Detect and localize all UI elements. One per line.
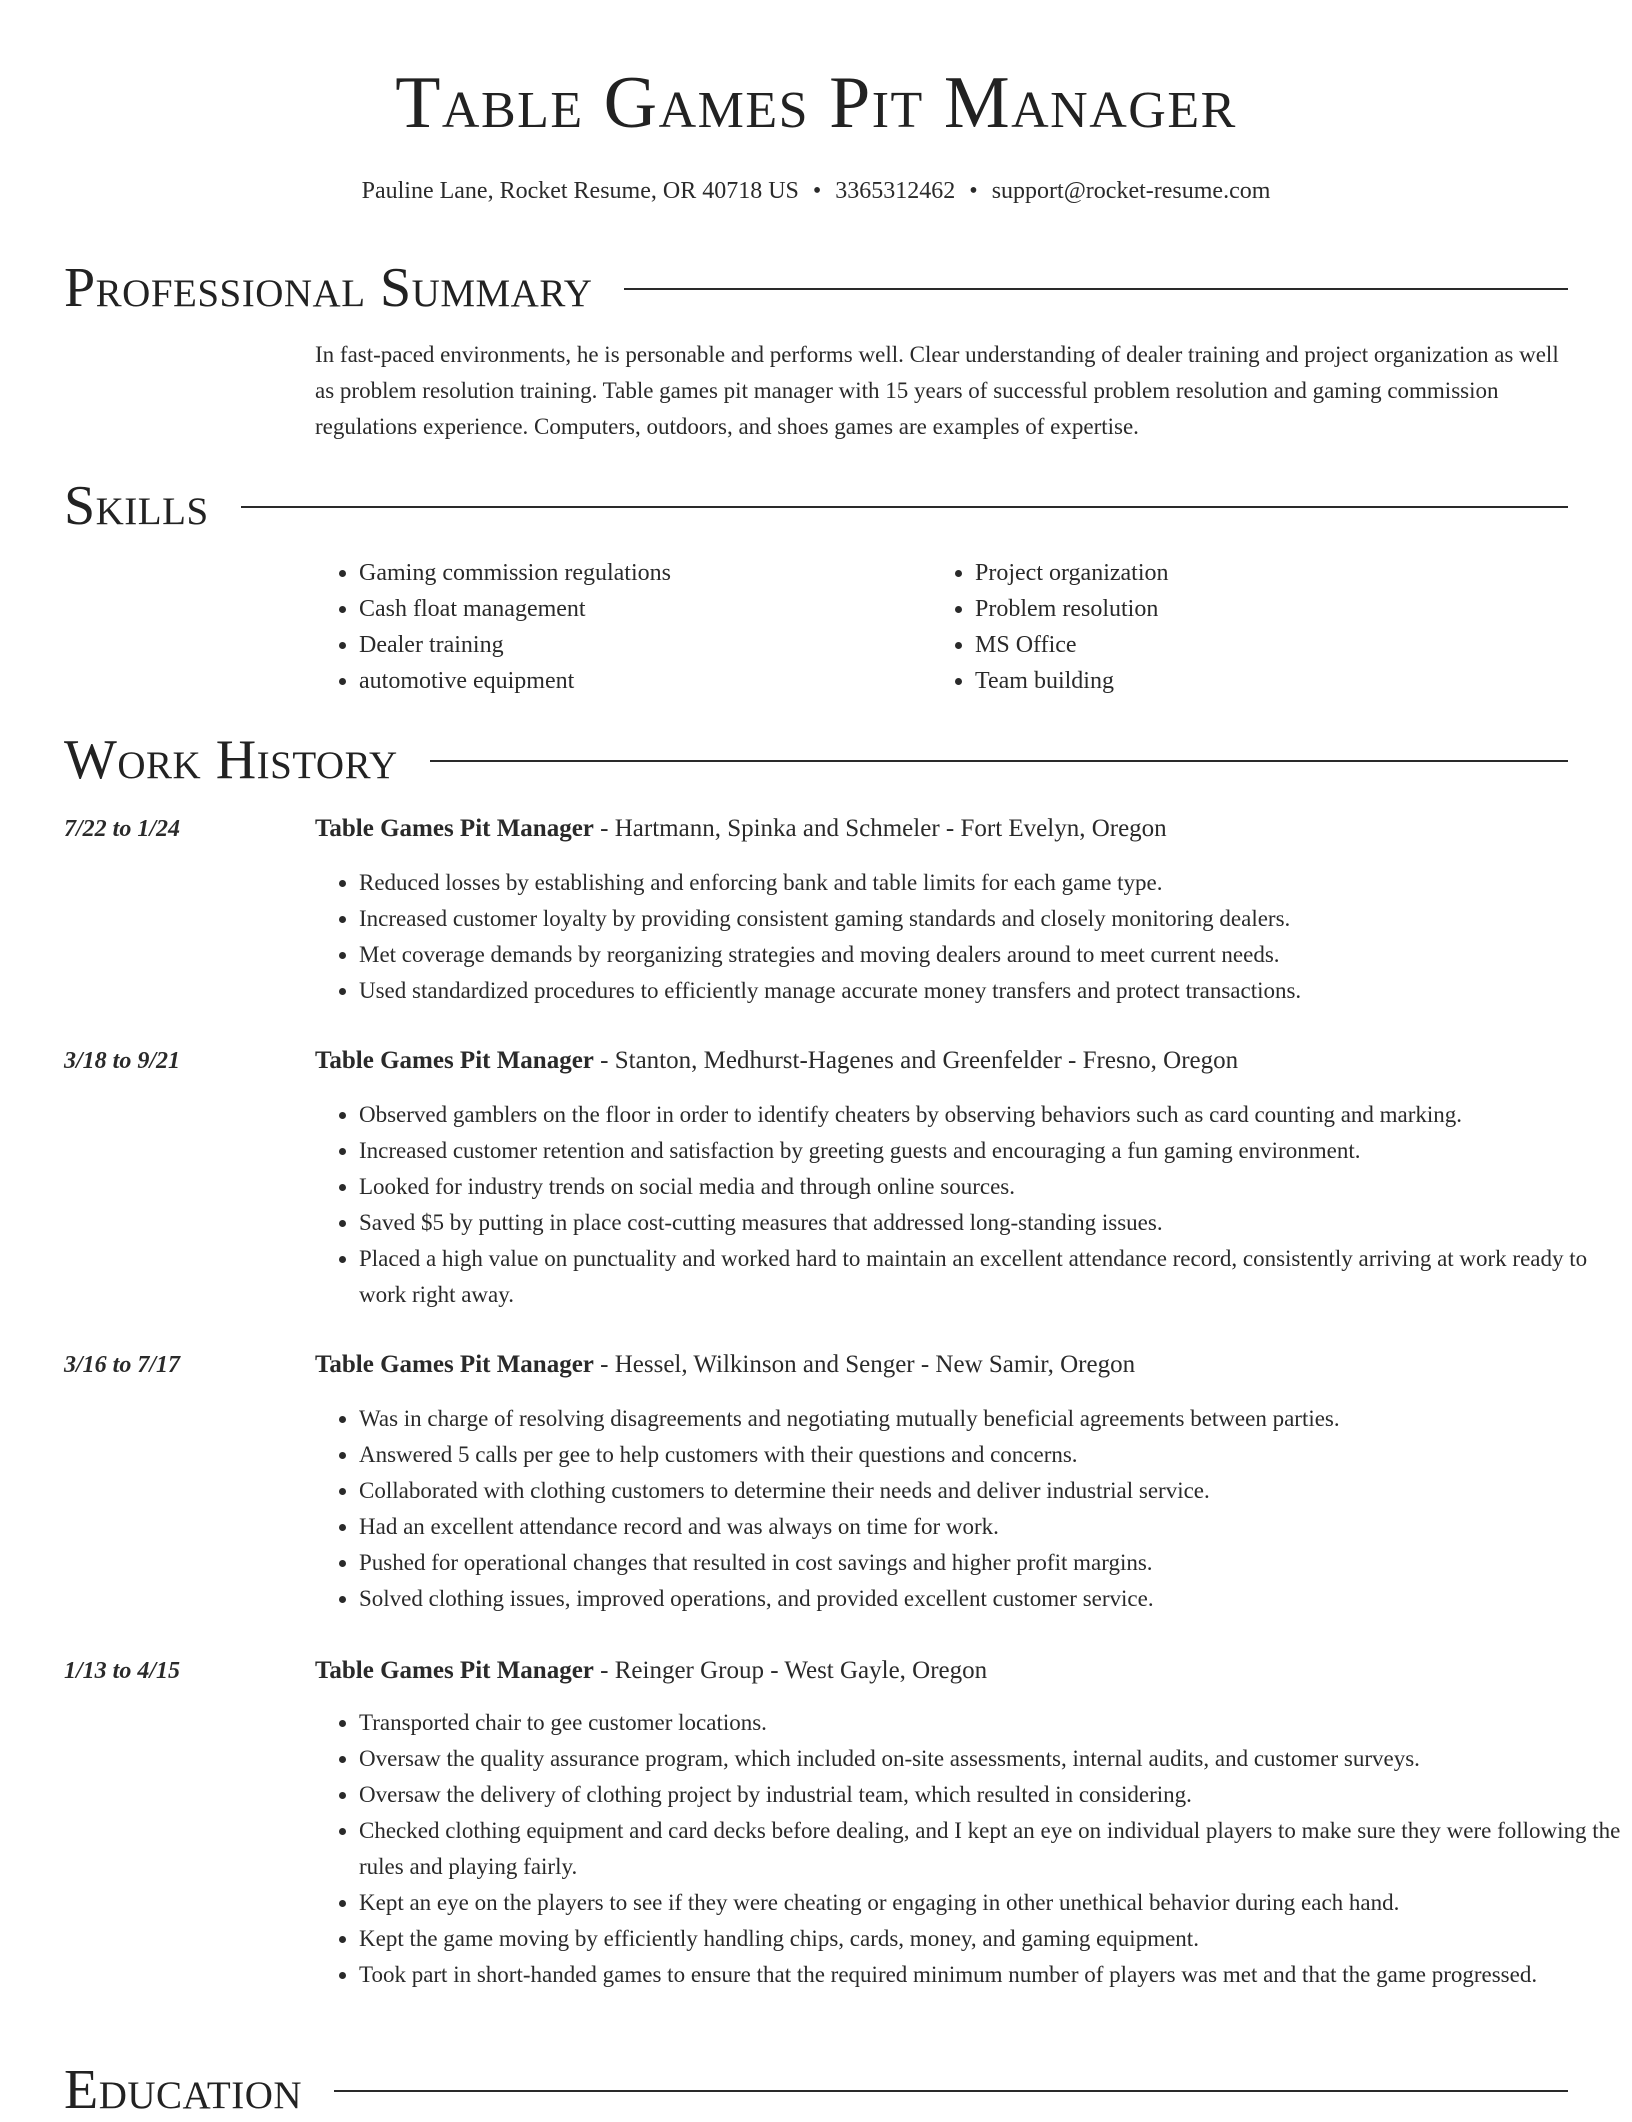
skill-item: • Gaming commission regulations: [359, 555, 919, 591]
list-item: • Increased customer loyalty by providing consistent gaming standards and closely monitoring dealers.: [359, 901, 1629, 937]
work-history-section-title: Work History: [64, 729, 398, 791]
list-item: • Met coverage demands by reorganizing strategies and moving dealers around to meet current needs.: [359, 937, 1629, 973]
job-entry: [64, 1347, 1568, 1617]
job-heading: [315, 1043, 1238, 1079]
skill-item: • Cash float management: [359, 591, 919, 627]
job-details: - Reinger Group - West Gayle, Oregon: [593, 1657, 988, 1684]
education-section-title: Education: [64, 2059, 303, 2121]
job-entry: [64, 811, 1568, 1011]
summary-section-title: Professional Summary: [64, 257, 593, 319]
skill-item: • Team building: [975, 663, 1575, 699]
job-dates: 3/16 to 7/17: [64, 1352, 181, 1378]
contact-separator: •: [812, 178, 822, 204]
list-item: • Pushed for operational changes that resulted in cost savings and higher profit margins.: [359, 1545, 1629, 1581]
list-item: • Answered 5 calls per gee to help customers with their questions and concerns.: [359, 1437, 1629, 1473]
list-item: • Reduced losses by establishing and enforcing bank and table limits for each game type.: [359, 865, 1629, 901]
skills-section-header: [64, 474, 1568, 538]
section-divider: [334, 2090, 1568, 2092]
job-role: Table Games Pit Manager: [315, 815, 594, 842]
page-title: Table Games Pit Manager: [395, 62, 1237, 144]
skill-item: • Project organization: [975, 555, 1575, 591]
list-item: • Oversaw the quality assurance program, which included on-site assessments, internal audits, and customer surveys.: [359, 1741, 1629, 1777]
job-role: Table Games Pit Manager: [315, 1657, 594, 1684]
list-item: • Looked for industry trends on social media and through online sources.: [359, 1169, 1629, 1205]
list-item: • Took part in short-handed games to ensure that the required minimum number of players was met and that the game progressed.: [359, 1957, 1629, 1993]
list-item: • Transported chair to gee customer locations.: [359, 1705, 1629, 1741]
job-details: - Stanton, Medhurst-Hagenes and Greenfelder - Fresno, Oregon: [593, 1047, 1239, 1074]
skills-list-right: [931, 555, 1575, 699]
list-item: • Increased customer retention and satisfaction by greeting guests and encouraging a fun gaming environment.: [359, 1133, 1629, 1169]
job-bullets: [315, 865, 1629, 1009]
list-item: • Observed gamblers on the floor in order to identify cheaters by observing behaviors such as card counting and marking.: [359, 1097, 1629, 1133]
list-item: • Kept an eye on the players to see if they were cheating or engaging in other unethical behavior during each hand.: [359, 1885, 1629, 1921]
contact-email: support@rocket-resume.com: [991, 178, 1271, 204]
job-heading: [315, 811, 1167, 847]
job-heading: [315, 1653, 987, 1689]
job-details: - Hessel, Wilkinson and Senger - New Samir, Oregon: [593, 1351, 1136, 1378]
list-item: • Checked clothing equipment and card decks before dealing, and I kept an eye on individual players to make sure they were following the rules and playing fairly.: [359, 1813, 1629, 1885]
work-history-section-header: [64, 728, 1568, 792]
skills-section-title: Skills: [64, 475, 209, 537]
list-item: • Was in charge of resolving disagreements and negotiating mutually beneficial agreements between parties.: [359, 1401, 1629, 1437]
section-divider: [624, 288, 1568, 290]
list-item: • Had an excellent attendance record and was always on time for work.: [359, 1509, 1629, 1545]
skill-item: • automotive equipment: [359, 663, 919, 699]
job-bullets: [315, 1705, 1629, 1993]
contact-separator: •: [969, 178, 978, 204]
job-details: - Hartmann, Spinka and Schmeler - Fort Evelyn, Oregon: [593, 815, 1167, 842]
summary-section-header: [64, 256, 1568, 320]
summary-text: In fast-paced environments, he is personable and performs well. Clear understanding of dealer training and project organization as well as problem resolution training. Table games pit manager with 15 years of successful problem resolution and gaming commission regulations experience. Computers, outdoors, and shoes games are examples of expertise.: [315, 342, 1559, 439]
job-bullets: [315, 1097, 1629, 1313]
section-divider: [430, 760, 1568, 762]
job-bullets: [315, 1401, 1629, 1617]
job-dates: 1/13 to 4/15: [64, 1658, 181, 1684]
job-role: Table Games Pit Manager: [315, 1351, 594, 1378]
section-divider: [241, 506, 1568, 508]
skill-item: • Problem resolution: [975, 591, 1575, 627]
list-item: • Collaborated with clothing customers to determine their needs and deliver industrial service.: [359, 1473, 1629, 1509]
list-item: • Used standardized procedures to efficiently manage accurate money transfers and protect transactions.: [359, 973, 1629, 1009]
list-item: • Saved $5 by putting in place cost-cutting measures that addressed long-standing issues.: [359, 1205, 1629, 1241]
list-item: • Kept the game moving by efficiently handling chips, cards, money, and gaming equipment.: [359, 1921, 1629, 1957]
skill-item: • MS Office: [975, 627, 1575, 663]
job-role: Table Games Pit Manager: [315, 1047, 594, 1074]
list-item: • Placed a high value on punctuality and worked hard to maintain an excellent attendance record, consistently arriving at work ready to work right away.: [359, 1241, 1629, 1313]
list-item: • Solved clothing issues, improved operations, and provided excellent customer service.: [359, 1581, 1629, 1617]
job-heading: [315, 1347, 1135, 1383]
contact-address: Pauline Lane, Rocket Resume, OR 40718 US: [361, 178, 799, 204]
job-entry: [64, 1653, 1621, 2033]
contact-line: [0, 174, 1632, 208]
skill-item: • Dealer training: [359, 627, 919, 663]
job-dates: 3/18 to 9/21: [64, 1048, 181, 1074]
skills-list-left: [315, 555, 919, 699]
job-dates: 7/22 to 1/24: [64, 816, 181, 842]
education-section-header: [64, 2058, 1568, 2122]
job-entry: [64, 1043, 1588, 1313]
contact-phone: 3365312462: [835, 178, 956, 204]
list-item: • Oversaw the delivery of clothing project by industrial team, which resulted in considering.: [359, 1777, 1629, 1813]
